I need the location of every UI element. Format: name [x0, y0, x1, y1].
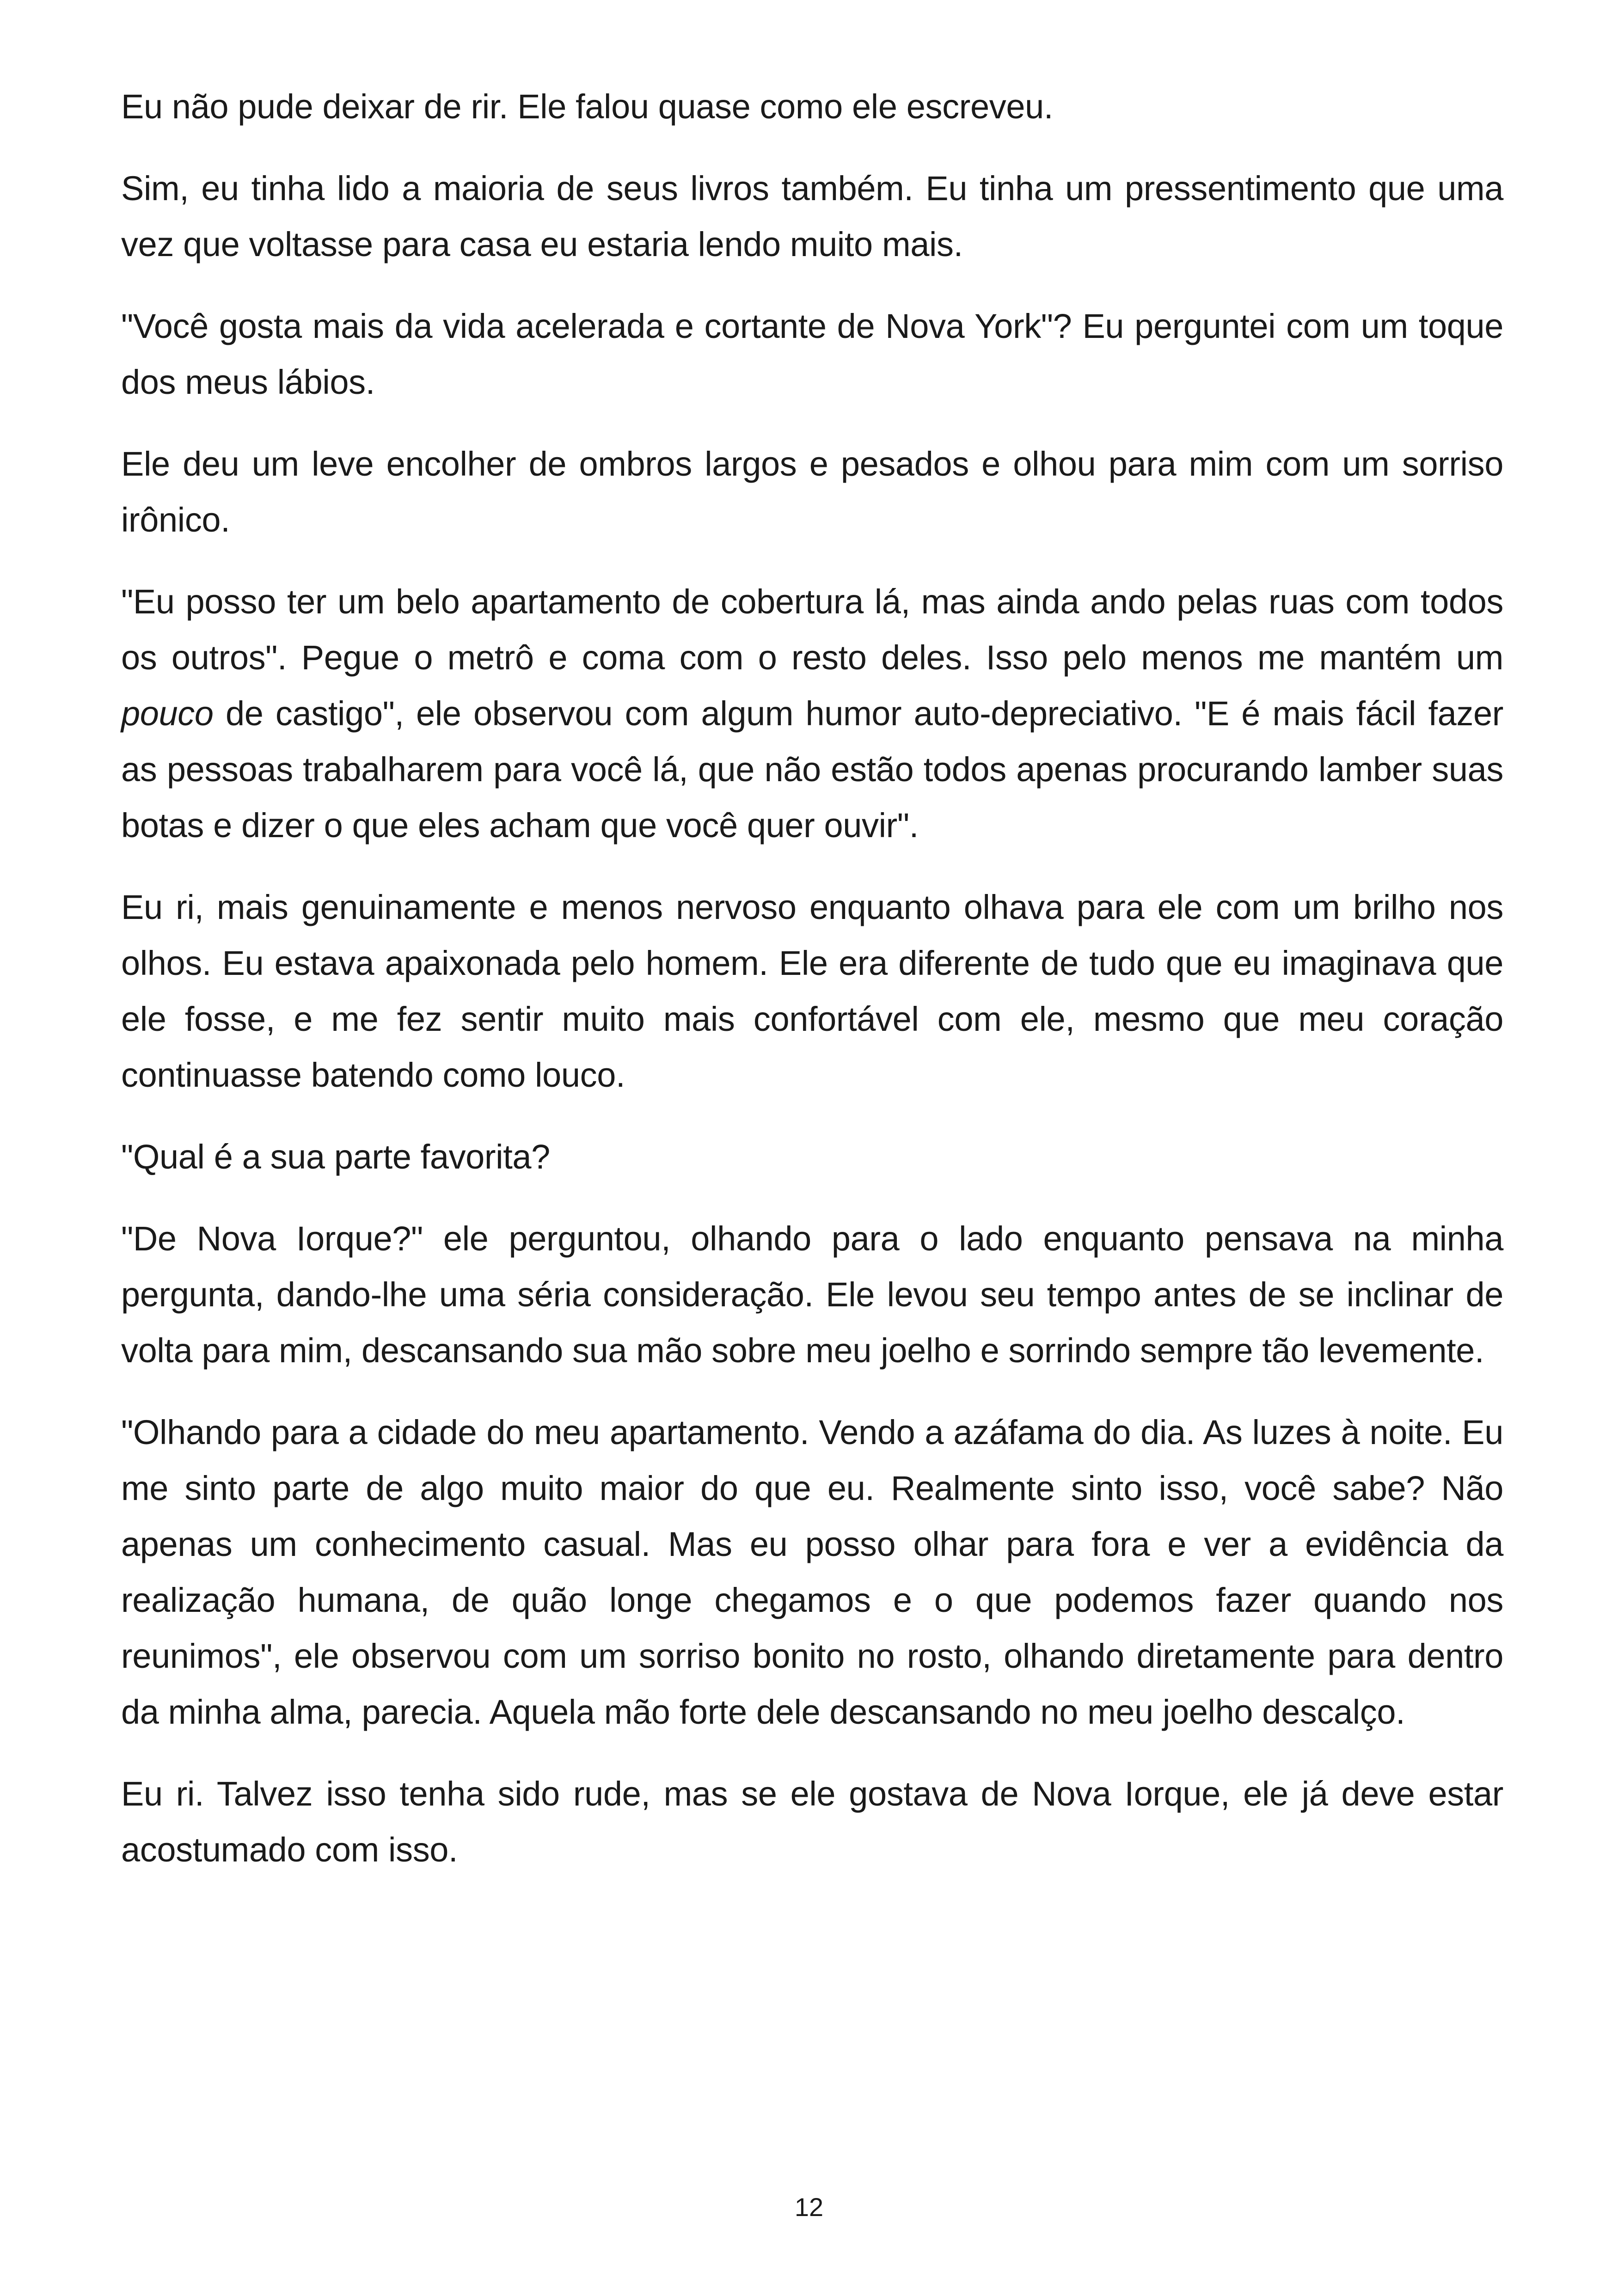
paragraph-8: "De Nova Iorque?" ele perguntou, olhando para o lado enquanto pensava na minha pergunta, dando-lhe uma séria consideração. Ele levou seu tempo antes de se inclinar de volta para mim, descansando sua mão sobre meu joelho e sorrindo sempre tão levemente. — [121, 1219, 1503, 1370]
paragraph-5-emphasis: pouco — [121, 694, 214, 733]
paragraph-7: "Qual é a sua parte favorita? — [121, 1138, 550, 1176]
paragraph-10: Eu ri. Talvez isso tenha sido rude, mas se ele gostava de Nova Iorque, ele já deve estar acostumado com isso. — [121, 1775, 1503, 1869]
page-body — [121, 79, 1503, 1904]
paragraph-5 — [121, 574, 1503, 853]
paragraph-2: Sim, eu tinha lido a maioria de seus livros também. Eu tinha um pressentimento que uma vez que voltasse para casa eu estaria lendo muito mais. — [121, 169, 1503, 263]
paragraph-1: Eu não pude deixar de rir. Ele falou quase como ele escreveu. — [121, 87, 1053, 126]
paragraph-5-text-after: de castigo", ele observou com algum humor auto-depreciativo. "E é mais fácil fazer as pessoas trabalharem para você lá, que não estão todos apenas procurando lamber suas botas e dizer o que eles acham que você quer ouvir". — [121, 694, 1503, 845]
paragraph-9: "Olhando para a cidade do meu apartamento. Vendo a azáfama do dia. As luzes à noite. Eu me sinto parte de algo muito maior do que eu. Realmente sinto isso, você sabe? Não apenas um conhecimento casual. Mas eu posso olhar para fora e ver a evidência da realização humana, de quão longe chegamos e o que podemos fazer quando nos reunimos", ele observou com um sorriso bonito no rosto, olhando diretamente para dentro da minha alma, parecia. Aquela mão forte dele descansando no meu joelho descalço. — [121, 1413, 1503, 1731]
paragraph-3: "Você gosta mais da vida acelerada e cortante de Nova York"? Eu perguntei com um toque dos meus lábios. — [121, 307, 1503, 401]
page-number: 12 — [794, 2192, 824, 2222]
paragraph-5-text-before: "Eu posso ter um belo apartamento de cobertura lá, mas ainda ando pelas ruas com todos os outros". Pegue o metrô e coma com o resto deles. Isso pelo menos me mantém um — [121, 582, 1503, 677]
paragraph-6: Eu ri, mais genuinamente e menos nervoso enquanto olhava para ele com um brilho nos olhos. Eu estava apaixonada pelo homem. Ele era diferente de tudo que eu imaginava que ele fosse, e me fez sentir muito mais confortável com ele, mesmo que meu coração continuasse batendo como louco. — [121, 888, 1503, 1094]
paragraph-4: Ele deu um leve encolher de ombros largos e pesados e olhou para mim com um sorriso irônico. — [121, 445, 1503, 539]
